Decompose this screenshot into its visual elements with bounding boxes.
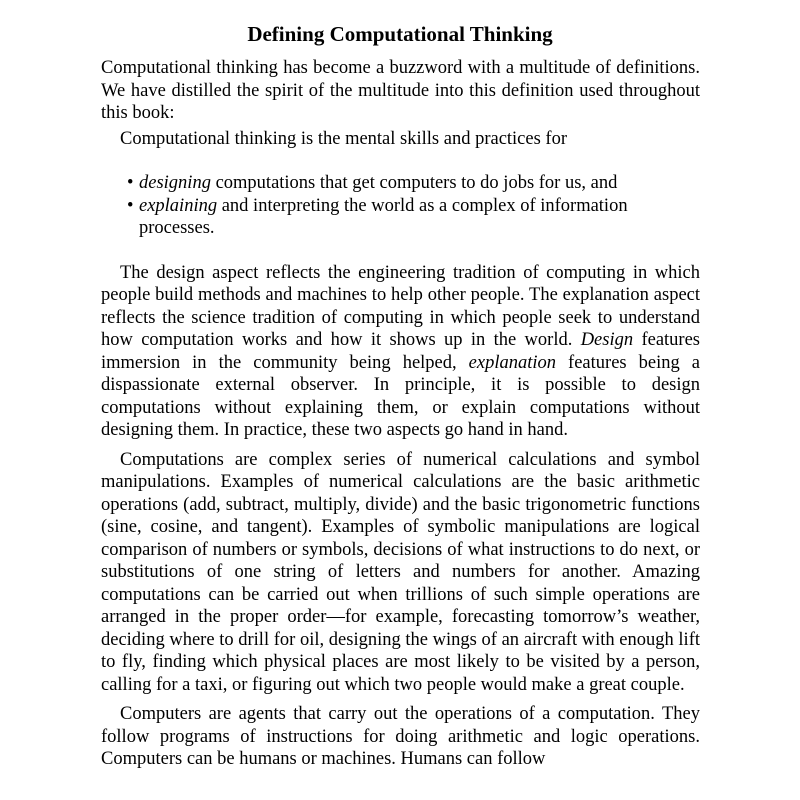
design-aspect-paragraph [101,262,700,442]
computations-paragraph: Computations are complex series of numerical calculations and symbol manipulations. Examples of numerical calculations are the basic arithmetic operations (add, subtract, multiply, divide) and the basic trigonometric functions (sine, cosine, and tangent). Examples of symbolic manipulations are logical comparison of numbers or symbols, decisions of what instructions to do next, or substitutions of one string of letters and numbers for another. Amazing computations can be carried out when trillions of such simple operations are arranged in the proper order—for example, forecasting tomorrow’s weather, deciding where to drill for oil, designing the wings of an aircraft with enough lift to fly, finding which physical places are most likely to be visited by a person, calling for a taxi, or figuring out which two people would make a great couple. [101,449,700,695]
list-item [120,172,700,195]
list-item-text: computations that get computers to do jobs for us, and [210,173,618,193]
emphasis-term: explanation [468,352,557,373]
paragraph-text: features being a dispassionate external observer. In principle, it is possible to design computations without explaining them, or explain computations without designing them. In practice, these two aspects go hand in hand. [101,352,700,440]
body-text [101,57,700,771]
paragraph-text: features immersion in the community being helped, [101,330,700,373]
emphasis-term: Design [580,330,634,350]
definition-statement: Computational thinking is the mental skills and practices for [120,128,567,149]
page-title: Defining Computational Thinking [247,22,553,46]
paragraph-text: The design aspect reflects the engineering tradition of computing in which people build methods and machines to help other people. The explanation aspect reflects the science tradition of computing in which people seek to understand how computation works and how it shows up in the world. [101,262,700,350]
emphasis-term: designing [139,173,211,193]
list-item-text: and interpreting the world as a complex of information processes. [139,195,628,238]
emphasis-term: explaining [139,195,218,216]
bullet-marker: • [127,195,134,216]
bullet-marker: • [127,173,134,193]
definition-list [120,172,700,240]
intro-paragraph: Computational thinking has become a buzzword with a multitude of definitions. We have distilled the spirit of the multitude into this definition used throughout this book: [101,58,700,123]
list-item [120,195,700,240]
computers-paragraph: Computers are agents that carry out the operations of a computation. They follow programs of instructions for doing arithmetic and logic operations. Computers can be humans or machines. Humans can follow [101,704,700,769]
